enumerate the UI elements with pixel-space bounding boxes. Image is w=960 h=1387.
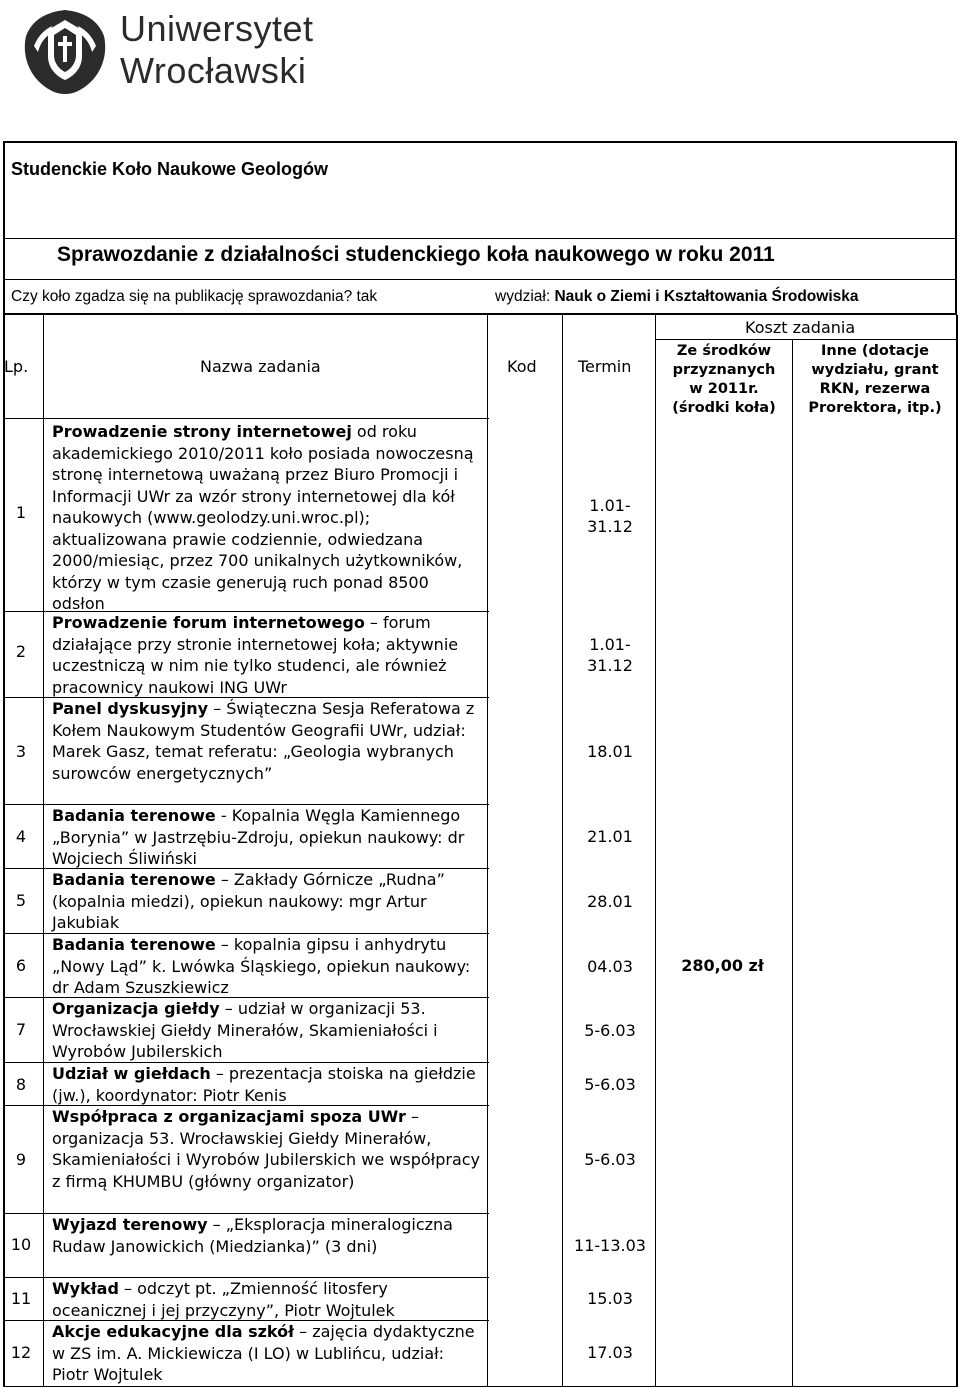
task-title: Wyjazd terenowy (52, 1215, 208, 1234)
task-term (565, 1149, 655, 1170)
task-term (565, 956, 655, 977)
header-code: Kod (507, 357, 537, 376)
task-details: – forum działające przy stronie internetowej koła; aktywnie uczestniczą w nim nie tylko studenci, ale również pracownicy naukowi ING UWr (52, 613, 459, 697)
term-line: 28.01 (587, 892, 633, 911)
task-title: Panel dyskusyjny (52, 699, 209, 718)
term-line: 31.12 (587, 517, 633, 536)
task-description (52, 1321, 482, 1386)
task-title: Udział w giełdach (52, 1064, 211, 1083)
task-title: Prowadzenie forum internetowego (52, 613, 365, 632)
row-number: 6 (15, 956, 27, 975)
task-details: – organizacja 53. Wrocławskiej Giełdy Minerałów, Skamieniałości i Wyrobów Jubilerskich we współpracy z firmą KHUMBU (główny organizator) (52, 1107, 481, 1191)
term-line: 5-6.03 (584, 1075, 636, 1094)
faculty-label: wydział: (495, 288, 551, 305)
task-details: – udział w organizacji 53. Wrocławskiej Giełdy Minerałów, Skamieniałości i Wyrobów Jubilerskich (52, 999, 438, 1061)
header-cost: Koszt zadania (745, 318, 856, 337)
task-title: Współpraca z organizacjami spoza UWr (52, 1107, 406, 1126)
title-row (3, 238, 957, 279)
task-details: - Kopalnia Węgla Kamiennego „Borynia” w Jastrzębiu-Zdroju, opiekun naukowy: dr Wojciech Śliwiński (52, 806, 465, 868)
task-description (52, 1278, 482, 1321)
header-bottom-line (3, 418, 489, 419)
task-details: – Zakłady Górnicze „Rudna” (kopalnia miedzi), opiekun naukowy: mgr Artur Jakubiak (52, 870, 445, 932)
task-details: – Świąteczna Sesja Referatowa z Kołem Naukowym Studentów Geografii UWr, udział: Marek Gasz, temat referatu: „Geologia wybranych surowców energetycznych” (52, 699, 475, 783)
task-details: od roku akademickiego 2010/2011 koło posiada nowoczesną stronę internetową uważaną przez Biuro Promocji i Informacji UWr za wzór strony internetowej dla kół naukowych (www.geolodzy.uni.wroc.pl); aktualizowana prawie codziennie, odwiedzana 2000/miesiąc, przez 700 unikalnych użytkowników, którzy w tym czasie generują ruch ponad 8500 odsłon (52, 422, 474, 613)
term-line: 5-6.03 (584, 1021, 636, 1040)
task-title: Badania terenowe (52, 806, 216, 825)
meta-row (3, 279, 957, 315)
university-crest-icon (22, 6, 108, 94)
task-title: Badania terenowe (52, 935, 216, 954)
header-lp: Lp. (4, 357, 29, 376)
university-logo (22, 6, 322, 94)
row-number: 8 (15, 1075, 27, 1094)
organization-name: Studenckie Koło Naukowe Geologów (11, 159, 329, 179)
row-number: 5 (15, 891, 27, 910)
header-cost-own-line: przyznanych (672, 362, 776, 378)
row-number: 1 (15, 503, 27, 522)
task-description (52, 998, 482, 1063)
task-title: Badania terenowe (52, 870, 216, 889)
task-description (52, 698, 482, 784)
column-divider (487, 315, 488, 1386)
task-description (52, 612, 482, 698)
task-title: Prowadzenie strony internetowej (52, 422, 352, 441)
report-title: Sprawozdanie z działalności studenckiego koła naukowego w roku 2011 (57, 243, 775, 266)
header-cost-other-line: RKN, rezerwa (819, 381, 931, 397)
term-line: 1.01- (589, 496, 631, 515)
task-details: – kopalnia gipsu i anhydrytu „Nowy Ląd” k. Lwówka Śląskiego, opiekun naukowy: dr Adam Szuszkiewicz (52, 935, 471, 997)
term-line: 17.03 (587, 1343, 633, 1362)
header-cost-own-line: w 2011r. (689, 381, 759, 397)
cost-header-divider (655, 339, 957, 340)
task-details: – „Eksploracja mineralogiczna Rudaw Janowickich (Miedzianka)” (3 dni) (52, 1215, 453, 1256)
term-line: 21.01 (587, 827, 633, 846)
faculty-value: Nauk o Ziemi i Kształtowania Środowiska (554, 288, 859, 305)
publication-consent: Czy koło zgadza się na publikację sprawozdania? tak (11, 288, 378, 305)
task-details: – odczyt pt. „Zmienność litosfery oceanicznej i jej przyczyny”, Piotr Wojtulek (52, 1279, 395, 1320)
task-description (52, 934, 482, 999)
row-number: 2 (15, 642, 27, 661)
header-cost-own (656, 342, 792, 418)
header-cost-other (793, 342, 957, 418)
header-cost-other-line: wydziału, grant (811, 362, 939, 378)
task-term (565, 826, 655, 847)
task-description (52, 421, 482, 615)
task-term (565, 891, 655, 912)
task-term (557, 1235, 663, 1256)
task-description (52, 1214, 482, 1257)
table-border-left (3, 315, 5, 1386)
column-divider (655, 315, 656, 1386)
task-details: – prezentacja stoiska na giełdzie (jw.), koordynator: Piotr Kenis (52, 1064, 476, 1105)
term-line: 1.01- (589, 635, 631, 654)
row-number: 10 (10, 1235, 32, 1254)
term-line: 5-6.03 (584, 1150, 636, 1169)
row-number: 3 (15, 742, 27, 761)
term-line: 31.12 (587, 656, 633, 675)
task-description (52, 869, 482, 934)
header-cost-own-line: (środki koła) (672, 400, 776, 416)
row-number: 4 (15, 827, 27, 846)
task-term (565, 1020, 655, 1041)
task-title: Akcje edukacyjne dla szkół (52, 1322, 295, 1341)
term-line: 18.01 (587, 742, 633, 761)
task-description (52, 1063, 482, 1106)
task-title: Organizacja giełdy (52, 999, 220, 1018)
organization-row (3, 141, 957, 239)
term-line: 04.03 (587, 957, 633, 976)
row-number: 7 (15, 1020, 27, 1039)
task-term (565, 634, 655, 676)
task-term (565, 741, 655, 762)
header-cost-other-line: Inne (dotacje (820, 343, 929, 359)
header-term: Termin (578, 357, 632, 376)
header-cost-own-line: Ze środków (676, 343, 772, 359)
task-term (565, 1342, 655, 1363)
faculty (495, 288, 859, 306)
logo-line-1: Uniwersytet (120, 8, 314, 49)
task-description (52, 1106, 482, 1192)
column-divider (792, 339, 793, 1386)
task-details: – zajęcia dydaktyczne w ZS im. A. Mickiewicza (I LO) w Lublińcu, udział: Piotr Wojtulek (52, 1322, 475, 1384)
task-title: Wykład (52, 1279, 119, 1298)
table-border-right (956, 315, 958, 1386)
task-cost: 280,00 zł (681, 956, 764, 975)
logo-line-2: Wrocławski (120, 50, 307, 91)
task-term (565, 1288, 655, 1309)
term-line: 15.03 (587, 1289, 633, 1308)
row-number: 9 (15, 1150, 27, 1169)
task-term (565, 1074, 655, 1095)
row-number: 11 (10, 1289, 32, 1308)
row-number: 12 (10, 1343, 32, 1362)
column-divider (43, 315, 44, 1386)
header-task-name: Nazwa zadania (200, 357, 321, 376)
task-term (565, 495, 655, 537)
term-line: 11-13.03 (574, 1236, 646, 1255)
task-description (52, 805, 482, 870)
header-cost-other-line: Prorektora, itp.) (808, 400, 942, 416)
column-divider (562, 315, 563, 1386)
